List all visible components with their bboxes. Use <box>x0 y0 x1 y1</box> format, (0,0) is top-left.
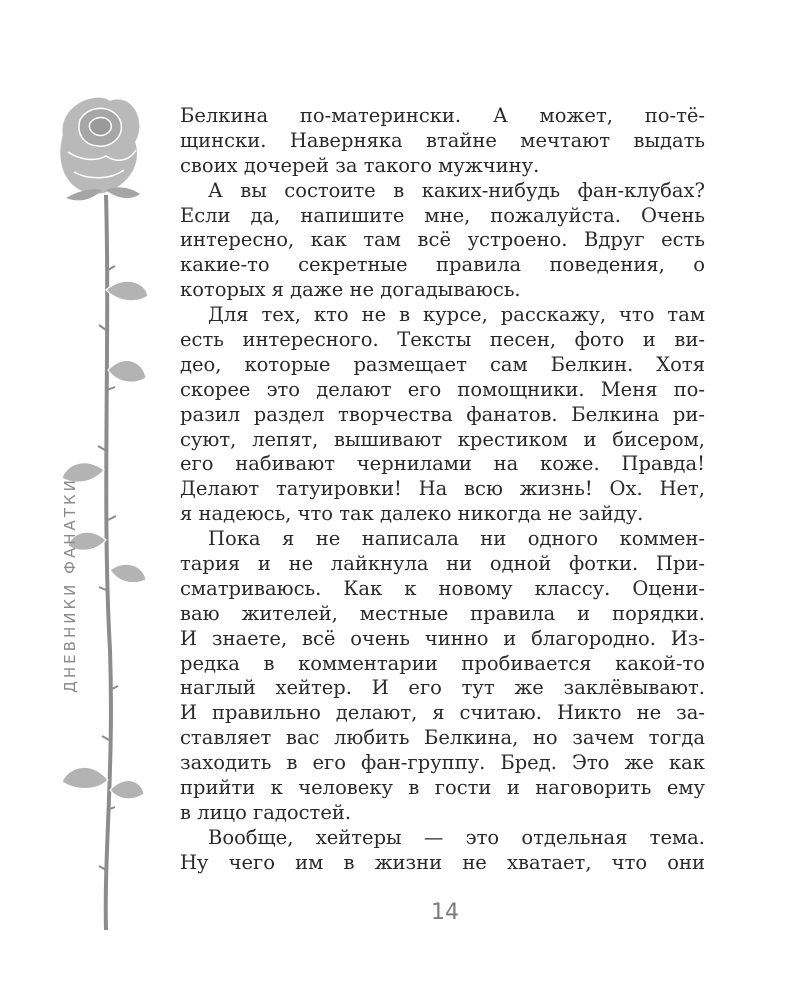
text-line: интересно, как там всё устроено. Вдруг есть <box>180 228 705 252</box>
text-line: наглый хейтер. И его тут же заклёвывают. <box>180 676 705 700</box>
text-line: ваю жителей, местные правила и порядки. <box>180 601 705 625</box>
text-line: Вообще, хейтеры — это отдельная тема. <box>208 825 705 849</box>
text-line: щински. Наверняка втайне мечтают выдать <box>180 128 705 152</box>
text-line: Ну чего им в жизни не хватает, что они <box>180 850 705 874</box>
page-number: 14 <box>431 900 459 925</box>
series-title: ДНЕВНИКИ ФАНАТКИ <box>61 477 79 693</box>
text-line: сматриваюсь. Как к новому классу. Оцени- <box>180 576 705 600</box>
text-line: редка в комментарии пробивается какой-то <box>180 651 705 675</box>
paragraph <box>180 826 705 876</box>
text-line: И знаете, всё очень чинно и благородно. Из- <box>180 626 705 650</box>
paragraph <box>180 179 705 303</box>
paragraph <box>180 104 705 179</box>
text-line: Белкина по-матерински. А может, по-тё- <box>180 104 705 127</box>
text-line: Пока я не написала ни одного коммен- <box>208 527 705 551</box>
text-line: заходить в его фан-группу. Бред. Это же как <box>180 751 705 775</box>
text-line: тария и не лайкнула ни одной фотки. При- <box>180 552 705 576</box>
rose-illustration <box>40 90 150 930</box>
text-line: которых я даже не догадываюсь. <box>180 278 521 302</box>
text-line: своих дочерей за такого мужчину. <box>180 153 540 177</box>
text-line: разил раздел творчества фанатов. Белкина ри- <box>180 402 705 426</box>
text-line: какие-то секретные правила поведения, о <box>180 253 705 277</box>
text-line: скорее это делают его помощники. Меня по- <box>180 377 705 401</box>
text-line: Если да, напишите мне, пожалуйста. Очень <box>180 203 705 227</box>
paragraph <box>180 527 705 826</box>
text-line: И правильно делают, я считаю. Никто не за- <box>180 701 705 725</box>
text-line: есть интересного. Тексты песен, фото и ви- <box>180 328 705 352</box>
text-line: я надеюсь, что так далеко никогда не зайду. <box>180 502 644 526</box>
text-line: Для тех, кто не в курсе, расскажу, что там <box>208 303 705 327</box>
text-line: А вы состоите в каких-нибудь фан-клубах? <box>208 178 705 202</box>
text-line: в лицо гадостей. <box>180 800 352 824</box>
text-line: Делают татуировки! На всю жизнь! Ох. Нет, <box>180 477 705 501</box>
text-line: его набивают чернилами на коже. Правда! <box>180 452 705 476</box>
text-line: део, которые размещает сам Белкин. Хотя <box>180 352 705 376</box>
text-line: прийти к человеку в гости и наговорить ему <box>180 776 705 800</box>
body-text <box>180 104 705 876</box>
text-line: суют, лепят, вышивают крестиком и бисером, <box>180 427 705 451</box>
paragraph <box>180 303 705 527</box>
text-line: ставляет вас любить Белкина, но зачем тогда <box>180 726 705 750</box>
